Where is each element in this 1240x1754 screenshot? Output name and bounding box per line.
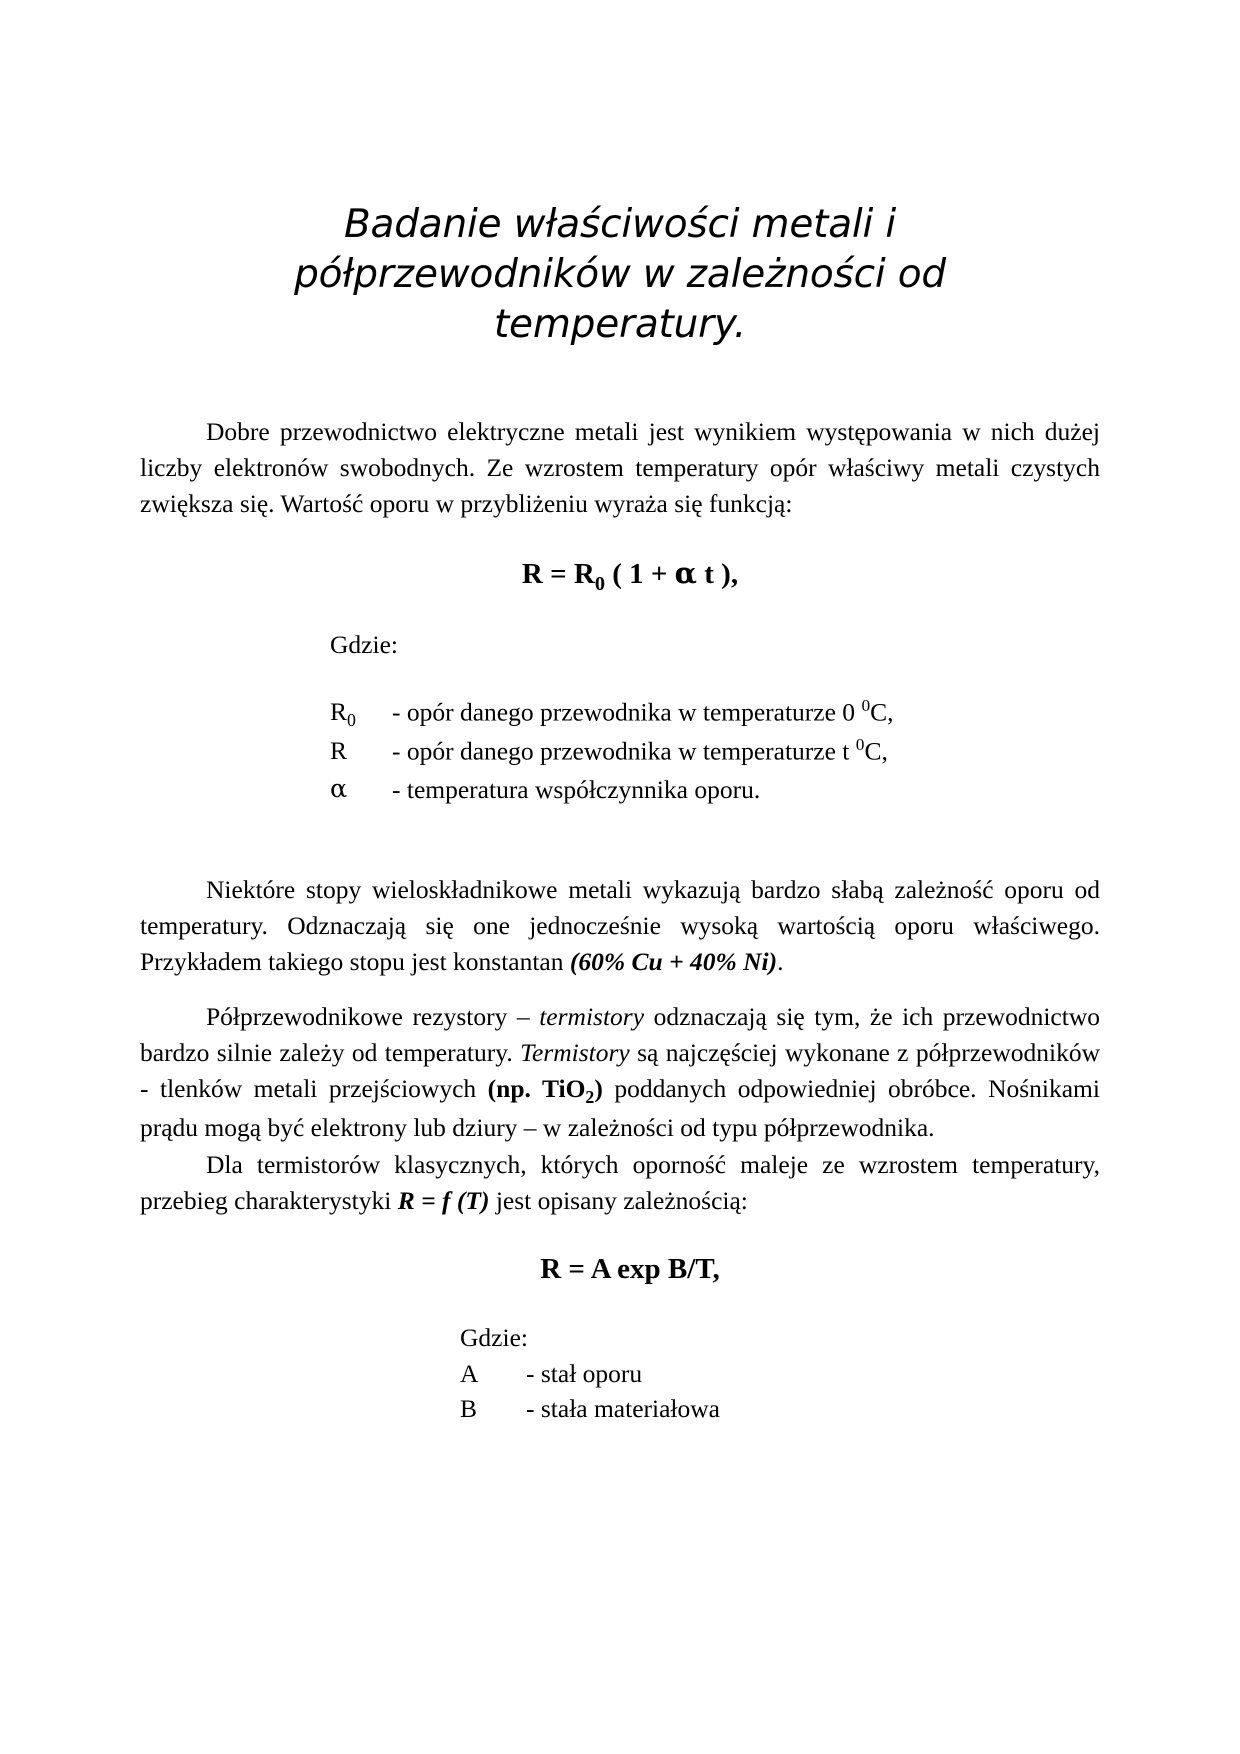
- classic-formula-inline: R = f (T): [397, 1185, 490, 1215]
- thermistor-text-2: odznaczają się tym, że ich przewodnictwo bardzo silnie zależy od temperatury.: [140, 1001, 1100, 1067]
- thermistor-bold-sub: 2: [585, 1087, 595, 1108]
- definition-symbol-text: α: [330, 774, 348, 805]
- degree-superscript: 0: [861, 696, 871, 716]
- definition-text-before: - opór danego przewodnika w temperaturze 0: [392, 697, 862, 727]
- definition-text-after: C,: [864, 736, 888, 766]
- formula-tail: ( 1 +: [604, 558, 675, 591]
- paragraph-classic-thermistors: [140, 1147, 1100, 1219]
- classic-text-1: Dla termistorów klasycznych, których oporność maleje ze wzrostem temperatury, przebieg charakterystyki: [140, 1149, 1100, 1215]
- definition-text: - stała materiałowa: [526, 1394, 720, 1424]
- thermistor-text-3: są najczęściej wykonane z półprzewodników - tlenków metali przejściowych: [140, 1037, 1100, 1103]
- paragraph-intro: Dobre przewodnictwo elektryczne metali jest wynikiem występowania w nich dużej liczby elektronów swobodnych. Ze wzrostem temperatury opór właściwy metali czystych zwiększa się. Wartość oporu w przybliżeniu wyraża się funkcją:: [140, 416, 1100, 519]
- thermistor-text-1: Półprzewodnikowe rezystory –: [206, 1001, 540, 1031]
- definition-text: [392, 733, 1100, 772]
- list-item: [460, 1356, 1100, 1392]
- where-label-2: Gdzie:: [460, 1322, 528, 1352]
- spacer: [140, 522, 1100, 556]
- list-item: [330, 694, 1100, 733]
- definition-symbol: A: [460, 1358, 479, 1388]
- definition-text: [392, 772, 1100, 808]
- formula-exponential: R = A exp B/T,: [540, 1252, 720, 1285]
- degree-superscript: 0: [855, 735, 865, 755]
- spacer: [0, 350, 1240, 414]
- list-item: [330, 772, 1100, 808]
- formula-lead: R = R: [521, 558, 595, 591]
- definition-text: - stał oporu: [526, 1358, 643, 1388]
- formula-end: t ),: [697, 558, 739, 591]
- definition-symbol: [330, 733, 392, 772]
- thermistor-bold-1: (np. TiO: [487, 1073, 586, 1103]
- alpha-symbol: α: [674, 556, 697, 591]
- spacer: [140, 1219, 1100, 1253]
- definition-text-after: C,: [870, 697, 894, 727]
- thermistor-italic-2: Termistory: [520, 1037, 630, 1067]
- definition-symbol: [330, 694, 392, 733]
- spacer: [140, 596, 1100, 630]
- paragraph-alloys-text: Niektóre stopy wieloskładnikowe metali wykazują bardzo słabą zależność oporu od temperatury. Odznaczają się one jednocześnie wysoką wartością oporu właściwego. Przykładem takiego stopu jest konstantan: [140, 874, 1100, 977]
- definition-list-1: [140, 694, 1100, 808]
- thermistor-text-4: poddanych odpowiedniej obróbce. Nośnikami prądu mogą być elektrony lub dziury – w zależności od typu półprzewodnika.: [140, 1073, 1100, 1143]
- spacer: [140, 808, 1100, 872]
- thermistor-bold-2: ): [594, 1073, 603, 1103]
- spacer: [140, 1286, 1100, 1320]
- definition-symbol: [330, 772, 392, 808]
- spacer: [140, 981, 1100, 999]
- definition-symbol-text: R: [330, 697, 348, 727]
- definition-text-before: - opór danego przewodnika w temperaturze t: [392, 736, 856, 766]
- where-label-1: Gdzie:: [330, 630, 398, 660]
- thermistor-italic-1: termistory: [539, 1001, 645, 1031]
- list-item: [330, 733, 1100, 772]
- definition-symbol-text: R: [330, 736, 348, 766]
- spacer: [140, 660, 1100, 694]
- classic-text-2: jest opisany zależnością:: [489, 1185, 748, 1215]
- definition-text-before: - temperatura współczynnika oporu.: [392, 775, 761, 805]
- definition-symbol: B: [460, 1394, 478, 1424]
- paragraph-alloys-end: .: [777, 947, 784, 977]
- page-title: Badanie właściwości metali i półprzewodników w zależności od temperatury.: [294, 202, 946, 347]
- formula-subscript: 0: [594, 573, 605, 596]
- document-body: [0, 414, 1240, 1427]
- paragraph-alloys: [140, 872, 1100, 981]
- definition-text: [392, 694, 1100, 733]
- definition-list-2: [140, 1356, 1100, 1427]
- list-item: [460, 1391, 1100, 1427]
- paragraph-thermistors: [140, 999, 1100, 1147]
- definition-symbol-sub: 0: [347, 710, 356, 731]
- paragraph-alloys-emphasis: (60% Cu + 40% Ni): [569, 947, 778, 977]
- formula-resistance-linear: [140, 556, 1100, 596]
